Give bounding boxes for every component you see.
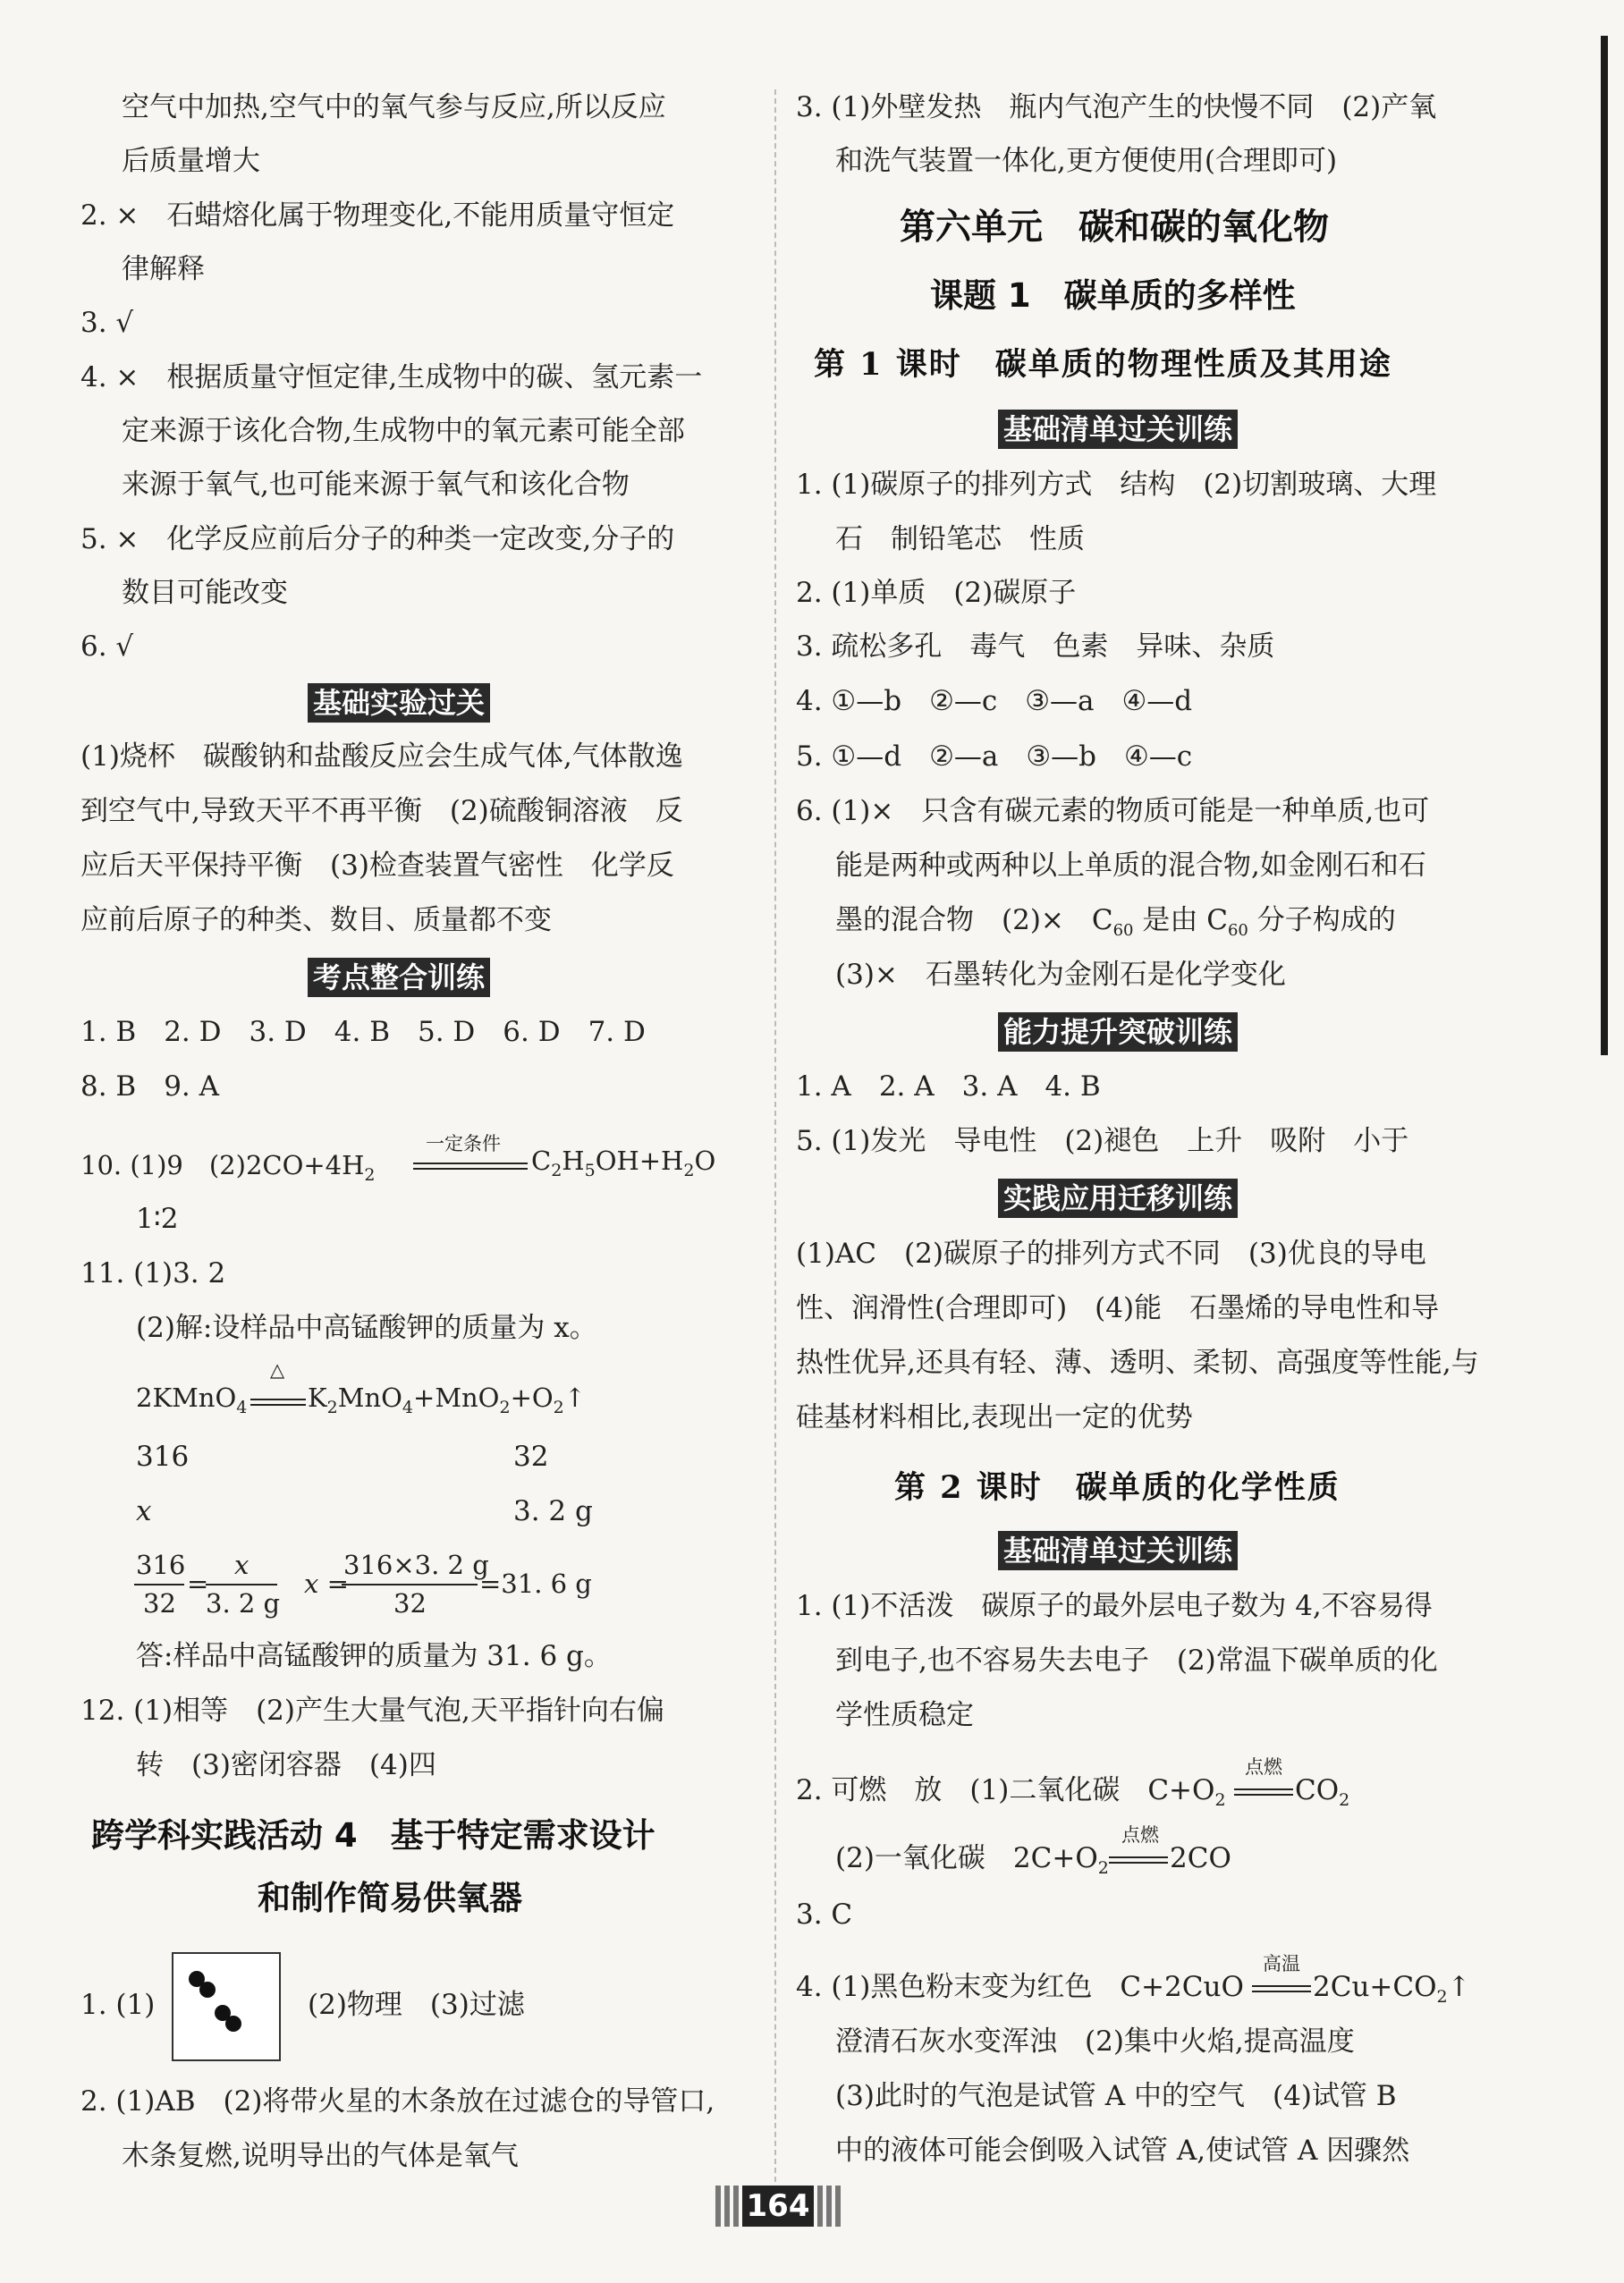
fraction-denominator: 3. 2 g — [206, 1588, 281, 1619]
answer-line — [796, 1772, 1226, 1818]
section-bar: 基础实验过关 — [308, 683, 490, 723]
activity-title: 和制作简易供氧器 — [258, 1879, 522, 1917]
lesson-title: 课题 1 碳单质的多样性 — [930, 276, 1296, 315]
reaction-condition: 点燃 — [1121, 1824, 1159, 1846]
answer-line: 应后天平保持平衡 (3)检查装置气密性 化学反 — [80, 850, 674, 882]
page-number-stripe — [817, 2186, 823, 2227]
answer-line: 4. (1)黑色粉末变为红色 C+2CuO — [796, 1971, 1244, 2003]
subscript: 2 — [1214, 1790, 1226, 1811]
answer-line: 3. √ — [80, 307, 134, 339]
answer-line: 3. 疏松多孔 毒气 色素 异味、杂质 — [796, 630, 1275, 663]
reaction-condition: 高温 — [1263, 1953, 1300, 1974]
subscript: 2 — [1097, 1858, 1109, 1879]
reaction-condition: △ — [270, 1359, 285, 1381]
equation-kmno4-products — [308, 1382, 586, 1417]
equals-line — [1252, 1985, 1311, 1992]
answer-line: 1∶2 — [136, 1203, 179, 1235]
answer-line: 后质量增大 — [122, 145, 260, 177]
fraction-bar — [134, 1584, 184, 1585]
page-number-stripe — [715, 2186, 721, 2227]
answer-line: 6. √ — [80, 630, 134, 663]
answer-line: 到电子,也不容易失去电子 (2)常温下碳单质的化 — [835, 1645, 1438, 1677]
answer-line: 到空气中,导致天平不再平衡 (2)硫酸铜溶液 反 — [80, 795, 683, 827]
text: CO — [1295, 1774, 1340, 1806]
answer-line: 2. (1)AB (2)将带火星的木条放在过滤仓的导管口, — [80, 2085, 715, 2118]
equals-line — [413, 1163, 528, 1170]
text: (2)一氧化碳 2C+O — [835, 1842, 1098, 1874]
fraction-denominator: 32 — [393, 1588, 427, 1619]
answer-line: 2. (1)单质 (2)碳原子 — [796, 577, 1077, 609]
text: 2. 可燃 放 (1)二氧化碳 C+O — [796, 1774, 1215, 1806]
section-bar: 基础清单过关训练 — [998, 410, 1238, 449]
subscript: 2 — [1436, 1987, 1448, 2008]
eq-text: +O — [510, 1382, 554, 1413]
page-number-stripe — [835, 2186, 841, 2227]
subscript: 60 — [1227, 921, 1248, 941]
answer-line — [835, 902, 1396, 949]
text: 墨的混合物 (2)× C — [835, 904, 1113, 936]
page-number-stripe — [826, 2186, 832, 2227]
mass-value: 32 — [513, 1441, 549, 1473]
answer-line: 硅基材料相比,表现出一定的优势 — [796, 1401, 1193, 1433]
section-bar: 能力提升突破训练 — [998, 1012, 1238, 1052]
answer-line: 4. ①—b ②—c ③—a ④—d — [796, 685, 1193, 717]
answer-line: 澄清石灰水变浑浊 (2)集中火焰,提高温度 — [835, 2025, 1355, 2058]
answer-line: 5. ①—d ②—a ③—b ④—c — [796, 740, 1193, 773]
eq-text: 10. (1)9 (2)2CO+4H — [80, 1150, 365, 1180]
answer-line: (3)此时的气泡是试管 A 中的空气 (4)试管 B — [835, 2080, 1397, 2112]
answer-line: 3. (1)外壁发热 瓶内气泡产生的快慢不同 (2)产氧 — [796, 91, 1437, 123]
answer-line: 3. C — [796, 1898, 853, 1931]
subscript: 2 — [551, 1160, 562, 1180]
subscript: 2 — [326, 1397, 338, 1417]
fraction-numerator: x — [234, 1550, 250, 1580]
answer-line: (1)烧杯 碳酸钠和盐酸反应会生成气体,气体散逸 — [80, 740, 683, 773]
answer-line: (1)AC (2)碳原子的排列方式不同 (3)优良的导电 — [796, 1238, 1426, 1270]
eq-text: C — [531, 1146, 552, 1176]
section-bar: 考点整合训练 — [308, 958, 490, 997]
answer-line: 学性质稳定 — [835, 1699, 974, 1731]
answer-line: 1. (1)碳原子的排列方式 结构 (2)切割玻璃、大理 — [796, 469, 1437, 501]
answer-line: 2. × 石蜡熔化属于物理变化,不能用质量守恒定 — [80, 199, 675, 232]
answer-line: 转 (3)密闭容器 (4)四 — [136, 1749, 436, 1781]
subscript: 60 — [1112, 921, 1134, 941]
period-title: 第 2 课时 碳单质的化学性质 — [894, 1469, 1341, 1506]
answer-line: 应前后原子的种类、数目、质量都不变 — [80, 904, 552, 936]
answer-line: 答:样品中高锰酸钾的质量为 31. 6 g。 — [136, 1640, 612, 1672]
subscript: 2 — [499, 1397, 511, 1417]
equals-sign: = — [187, 1569, 209, 1599]
equation-kmno4 — [136, 1382, 247, 1417]
answer-line: 2CO — [1170, 1842, 1231, 1874]
oxygen-molecule-icon — [173, 1954, 279, 2059]
eq-text: ↑ — [563, 1382, 587, 1413]
answer-line: 中的液体可能会倒吸入试管 A,使试管 A 因骤然 — [835, 2135, 1410, 2167]
equals-line — [1109, 1856, 1168, 1864]
equation-q10-products — [531, 1146, 715, 1180]
page-edge-bar — [1601, 36, 1608, 1055]
subscript: 2 — [553, 1397, 564, 1417]
answer-line: 11. (1)3. 2 — [80, 1257, 226, 1289]
answer-line: 8. B 9. A — [80, 1070, 220, 1103]
answer-line: 5. × 化学反应前后分子的种类一定改变,分子的 — [80, 523, 675, 555]
column-divider — [774, 89, 776, 2182]
answer-line: 来源于氧气,也可能来源于氧气和该化合物 — [122, 469, 630, 501]
equals-line — [250, 1399, 306, 1406]
eq-text: MnO — [337, 1382, 402, 1413]
eq-text: OH+H — [595, 1146, 684, 1176]
answer-line: (3)× 石墨转化为金刚石是化学变化 — [835, 959, 1286, 991]
fraction-numerator: 316×3. 2 g — [343, 1550, 489, 1580]
text: ↑ — [1447, 1971, 1471, 2003]
answer-line: 4. × 根据质量守恒定律,生成物中的碳、氢元素一 — [80, 361, 703, 393]
equation-q10 — [80, 1146, 376, 1185]
answer-line — [1295, 1772, 1349, 1818]
answer-line: 能是两种或两种以上单质的混合物,如金刚石和石 — [835, 850, 1426, 882]
subscript: 4 — [402, 1397, 414, 1417]
eq-text: H — [562, 1146, 585, 1176]
section-bar: 基础清单过关训练 — [998, 1531, 1238, 1570]
page-number — [715, 2186, 841, 2230]
eq-text: O — [694, 1146, 716, 1176]
fraction-bar — [206, 1584, 277, 1585]
subscript: 2 — [683, 1160, 695, 1180]
fraction-denominator: 32 — [143, 1588, 176, 1619]
answer-line: 性、润滑性(合理即可) (4)能 石墨烯的导电性和导 — [796, 1292, 1440, 1324]
subscript: 4 — [236, 1397, 248, 1417]
period-title: 第 1 课时 碳单质的物理性质及其用途 — [814, 346, 1392, 383]
answer-line: 热性优异,还具有轻、薄、透明、柔韧、高强度等性能,与 — [796, 1347, 1479, 1379]
eq-text: 2KMnO — [136, 1382, 237, 1413]
answer-line: 空气中加热,空气中的氧气参与反应,所以反应 — [122, 91, 666, 123]
subscript: 2 — [364, 1164, 376, 1185]
answer-line: 木条复燃,说明导出的气体是氧气 — [122, 2140, 519, 2172]
subscript: 2 — [1339, 1790, 1350, 1811]
answer-line: 定来源于该化合物,生成物中的氧元素可能全部 — [122, 415, 685, 447]
answer-line: 1. B 2. D 3. D 4. B 5. D 6. D 7. D — [80, 1016, 646, 1048]
eq-text: +MnO — [413, 1382, 500, 1413]
answer-line: (2)解:设样品中高锰酸钾的质量为 x。 — [136, 1312, 597, 1344]
page-number-stripe — [733, 2186, 739, 2227]
equals-line — [1234, 1788, 1293, 1796]
result-value: =31. 6 g — [479, 1569, 592, 1599]
answer-line: 石 制铅笔芯 性质 — [835, 523, 1085, 555]
mass-value: 316 — [136, 1441, 190, 1473]
answer-line — [835, 1840, 1109, 1886]
page-number-label: 164 — [742, 2186, 814, 2227]
fraction-bar — [342, 1584, 478, 1585]
answer-line: 12. (1)相等 (2)产生大量气泡,天平指针向右偏 — [80, 1695, 664, 1727]
variable-x: x = — [304, 1569, 349, 1599]
answer-line: 数目可能改变 — [122, 577, 288, 609]
answer-line: 1. (1)不活泼 碳原子的最外层电子数为 4,不容易得 — [796, 1590, 1433, 1622]
unit-title: 第六单元 碳和碳的氧化物 — [900, 207, 1329, 248]
section-bar: 实践应用迁移训练 — [998, 1179, 1238, 1218]
text: 分子构成的 — [1248, 904, 1396, 936]
mass-value: x — [136, 1495, 152, 1527]
answer-line: 1. A 2. A 3. A 4. B — [796, 1070, 1101, 1103]
eq-text: K — [308, 1382, 327, 1413]
mass-value: 3. 2 g — [513, 1495, 593, 1527]
answer-line: 和洗气装置一体化,更方便使用(合理即可) — [835, 145, 1338, 177]
answer-line: 5. (1)发光 导电性 (2)褪色 上升 吸附 小于 — [796, 1125, 1409, 1157]
text: 2Cu+CO — [1313, 1971, 1437, 2003]
activity-title: 跨学科实践活动 4 基于特定需求设计 — [91, 1816, 656, 1855]
text: 是由 C — [1133, 904, 1228, 936]
page-number-stripe — [724, 2186, 730, 2227]
reaction-condition: 点燃 — [1245, 1756, 1282, 1778]
answer-line: (2)物理 (3)过滤 — [308, 1989, 525, 2021]
subscript: 5 — [584, 1160, 596, 1180]
answer-line: 律解释 — [122, 253, 205, 285]
answer-line: 6. (1)× 只含有碳元素的物质可能是一种单质,也可 — [796, 795, 1430, 827]
answer-line: 1. (1) — [80, 1989, 156, 2021]
reaction-condition: 一定条件 — [426, 1133, 501, 1154]
answer-line — [1313, 1969, 1471, 2015]
molecule-diagram — [172, 1952, 281, 2061]
fraction-numerator: 316 — [136, 1550, 186, 1580]
